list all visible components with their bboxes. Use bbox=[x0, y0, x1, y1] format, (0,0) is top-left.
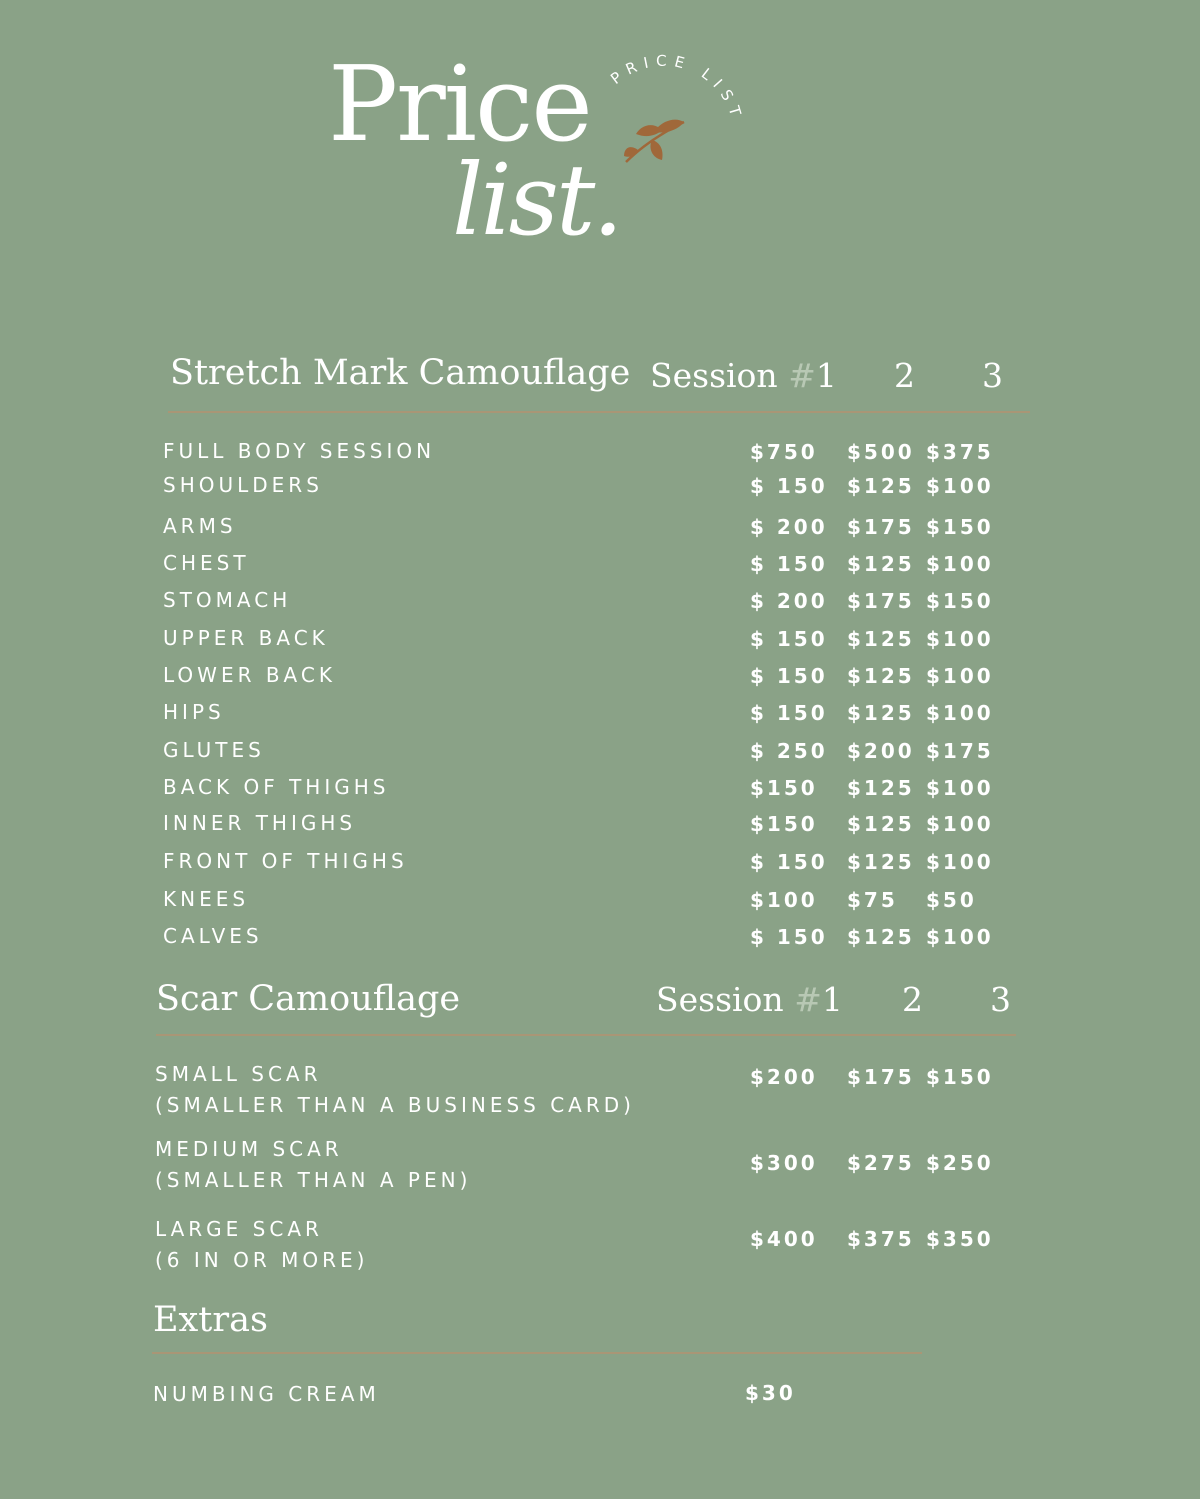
price-session-1: $ 200 bbox=[750, 589, 828, 613]
price-session-1: $ 200 bbox=[750, 515, 828, 539]
stretch-section-title: Stretch Mark Camouflage bbox=[170, 353, 631, 393]
price-session-1: $ 150 bbox=[750, 664, 828, 688]
price-session-2: $375 bbox=[847, 1227, 915, 1251]
session-col-1: 1 bbox=[821, 980, 843, 1019]
row-label: BACK OF THIGHS bbox=[163, 775, 390, 799]
price-session-2: $125 bbox=[847, 664, 915, 688]
session-label: Session bbox=[656, 980, 784, 1019]
row-label: FRONT OF THIGHS bbox=[163, 849, 408, 873]
extras-item-label: NUMBING CREAM bbox=[153, 1382, 380, 1406]
price-session-1: $ 150 bbox=[750, 552, 828, 576]
price-session-2: $125 bbox=[847, 627, 915, 651]
session-label: Session bbox=[650, 356, 778, 395]
price-list-badge bbox=[590, 40, 760, 210]
price-session-1: $ 150 bbox=[750, 474, 828, 498]
price-session-1: $ 150 bbox=[750, 701, 828, 725]
row-label: UPPER BACK bbox=[163, 626, 329, 650]
row-label: FULL BODY SESSION bbox=[163, 439, 436, 463]
price-session-2: $125 bbox=[847, 812, 915, 836]
scar-label: MEDIUM SCAR bbox=[155, 1137, 343, 1161]
price-session-2: $275 bbox=[847, 1151, 915, 1175]
scar-sublabel: (SMALLER THAN A PEN) bbox=[155, 1168, 472, 1192]
page-title-price: Price bbox=[328, 43, 591, 165]
price-session-3: $150 bbox=[926, 1065, 994, 1089]
price-session-3: $100 bbox=[926, 812, 994, 836]
session-col-2: 2 bbox=[894, 356, 915, 395]
row-label: CALVES bbox=[163, 924, 263, 948]
price-session-2: $125 bbox=[847, 850, 915, 874]
leaf-icon bbox=[624, 120, 684, 162]
price-session-2: $125 bbox=[847, 552, 915, 576]
price-session-3: $100 bbox=[926, 627, 994, 651]
price-session-3: $100 bbox=[926, 664, 994, 688]
stretch-session-header bbox=[650, 356, 837, 395]
price-session-2: $75 bbox=[847, 888, 898, 912]
price-session-2: $125 bbox=[847, 701, 915, 725]
row-label: LOWER BACK bbox=[163, 663, 336, 687]
scar-label: LARGE SCAR bbox=[155, 1217, 323, 1241]
row-label: KNEES bbox=[163, 887, 250, 911]
price-session-1: $300 bbox=[750, 1151, 818, 1175]
row-label: ARMS bbox=[163, 514, 237, 538]
stretch-divider bbox=[168, 411, 1030, 413]
price-session-3: $100 bbox=[926, 925, 994, 949]
price-session-2: $125 bbox=[847, 925, 915, 949]
scar-sublabel: (6 IN OR MORE) bbox=[155, 1248, 369, 1272]
price-session-1: $ 150 bbox=[750, 627, 828, 651]
price-session-1: $150 bbox=[750, 812, 818, 836]
session-col-2: 2 bbox=[902, 980, 923, 1019]
extras-divider bbox=[152, 1352, 922, 1354]
price-session-2: $175 bbox=[847, 1065, 915, 1089]
price-session-3: $350 bbox=[926, 1227, 994, 1251]
price-session-3: $100 bbox=[926, 474, 994, 498]
badge-text: PRICE LIST bbox=[607, 51, 747, 125]
session-col-3: 3 bbox=[990, 980, 1011, 1019]
scar-divider bbox=[156, 1034, 1016, 1036]
price-session-1: $ 250 bbox=[750, 739, 828, 763]
price-session-1: $200 bbox=[750, 1065, 818, 1089]
row-label: STOMACH bbox=[163, 588, 292, 612]
price-session-1: $150 bbox=[750, 776, 818, 800]
price-session-3: $100 bbox=[926, 776, 994, 800]
scar-session-header bbox=[656, 980, 843, 1019]
price-session-3: $175 bbox=[926, 739, 994, 763]
session-col-1: 1 bbox=[815, 356, 837, 395]
row-label: SHOULDERS bbox=[163, 473, 323, 497]
price-session-3: $100 bbox=[926, 552, 994, 576]
row-label: CHEST bbox=[163, 551, 250, 575]
svg-text:PRICE LIST bbox=[607, 52, 746, 125]
extras-section-title: Extras bbox=[153, 1300, 268, 1340]
scar-section-title: Scar Camouflage bbox=[156, 979, 461, 1019]
session-hash: # bbox=[788, 356, 816, 395]
price-session-2: $125 bbox=[847, 776, 915, 800]
price-session-2: $175 bbox=[847, 515, 915, 539]
price-session-1: $750 bbox=[750, 440, 818, 464]
price-session-3: $100 bbox=[926, 850, 994, 874]
price-session-3: $150 bbox=[926, 515, 994, 539]
session-col-3: 3 bbox=[982, 356, 1003, 395]
scar-label: SMALL SCAR bbox=[155, 1062, 322, 1086]
price-session-2: $175 bbox=[847, 589, 915, 613]
price-session-3: $375 bbox=[926, 440, 994, 464]
session-hash: # bbox=[794, 980, 822, 1019]
row-label: GLUTES bbox=[163, 738, 265, 762]
price-session-1: $400 bbox=[750, 1227, 818, 1251]
price-session-3: $100 bbox=[926, 701, 994, 725]
price-session-3: $50 bbox=[926, 888, 977, 912]
price-session-1: $ 150 bbox=[750, 925, 828, 949]
price-session-3: $250 bbox=[926, 1151, 994, 1175]
price-session-3: $150 bbox=[926, 589, 994, 613]
page-title-list: list. bbox=[452, 144, 621, 258]
scar-sublabel: (SMALLER THAN A BUSINESS CARD) bbox=[155, 1093, 635, 1117]
row-label: INNER THIGHS bbox=[163, 811, 357, 835]
price-session-2: $500 bbox=[847, 440, 915, 464]
price-session-1: $ 150 bbox=[750, 850, 828, 874]
extras-item-price: $30 bbox=[745, 1381, 796, 1405]
price-session-2: $125 bbox=[847, 474, 915, 498]
price-session-1: $100 bbox=[750, 888, 818, 912]
row-label: HIPS bbox=[163, 700, 225, 724]
price-session-2: $200 bbox=[847, 739, 915, 763]
